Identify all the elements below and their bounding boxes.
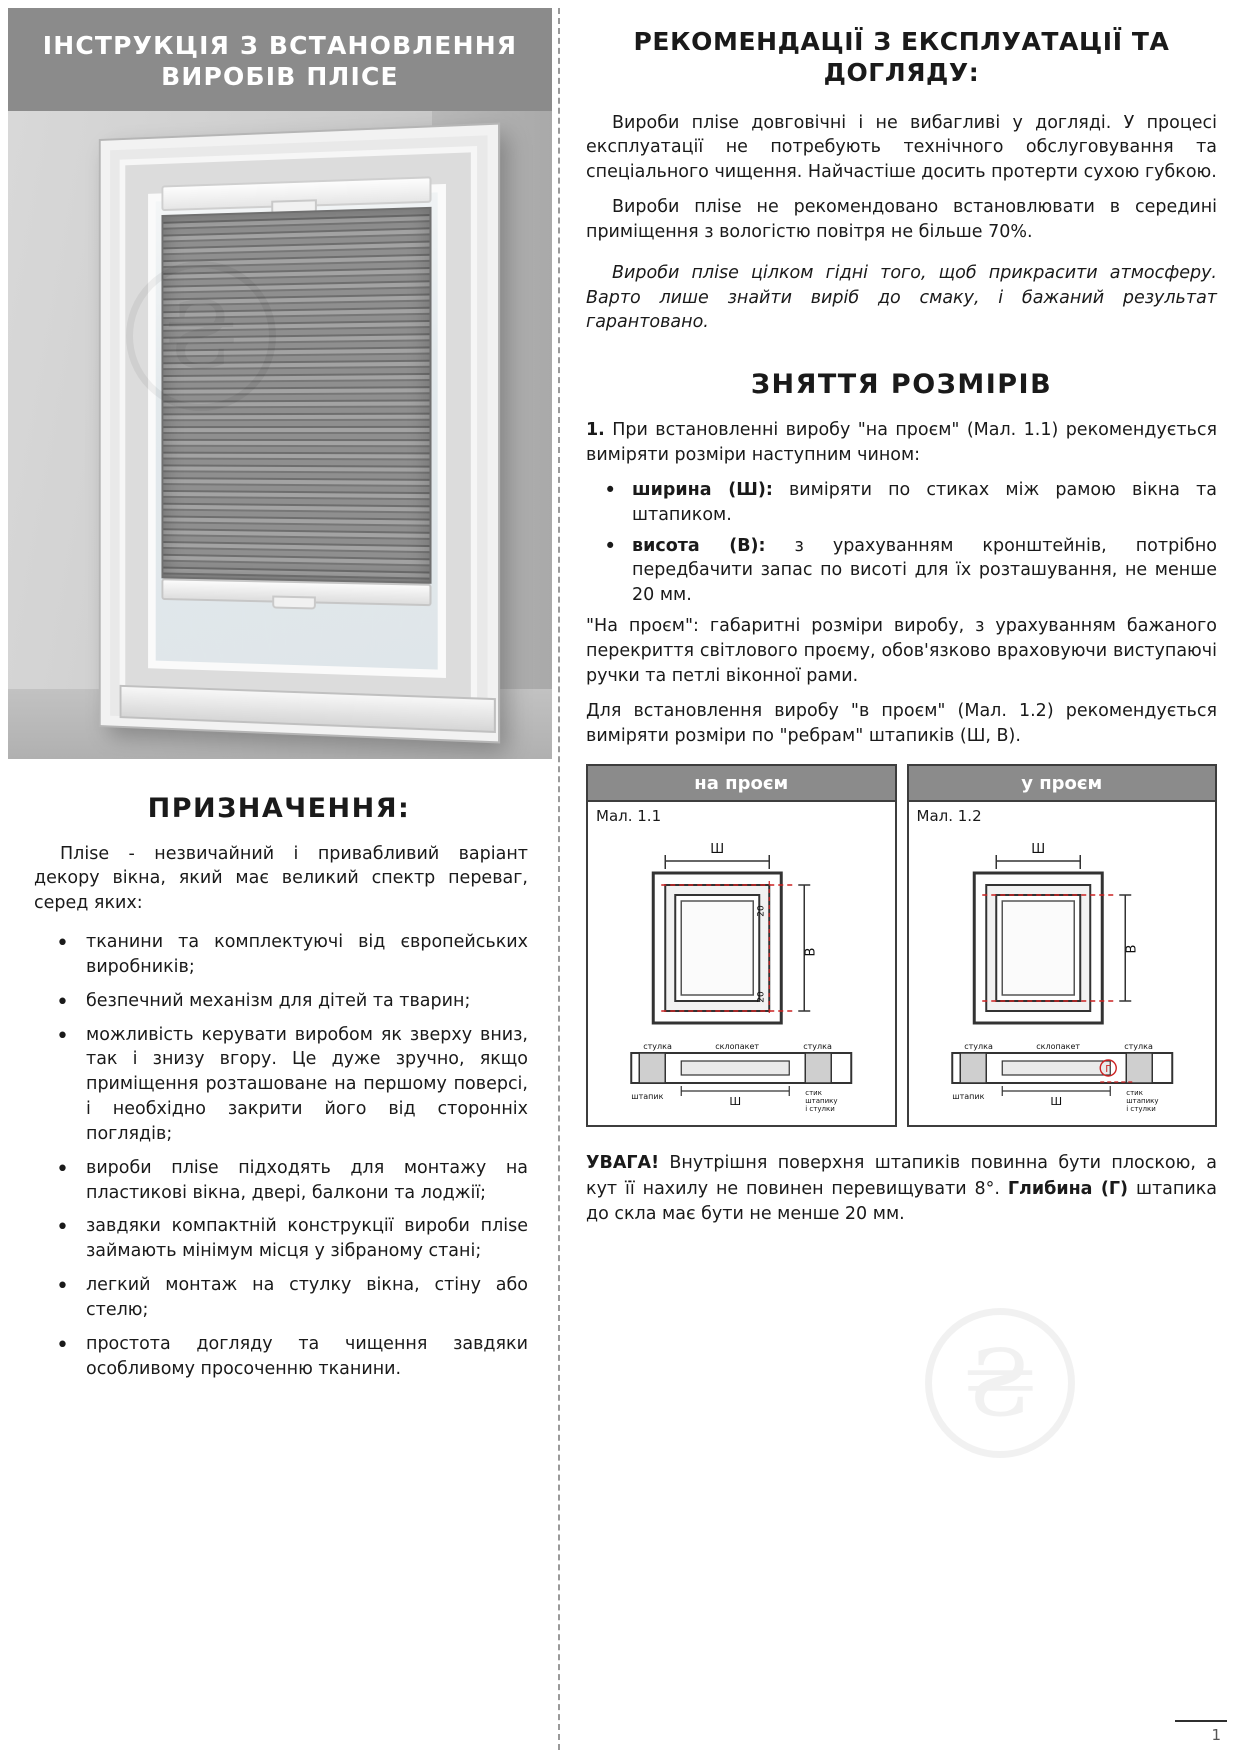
- list-item: [586, 534, 1217, 609]
- measurement-intro-number: 1.: [586, 420, 605, 441]
- figure-1-drawing: [588, 825, 895, 1125]
- measurement-bullet-list: [586, 478, 1217, 608]
- svg-text:Ш: Ш: [729, 1095, 742, 1109]
- measurement-note-1: "На проєм": габаритні розміри виробу, з урахуванням бажаного перекриття світлового проєму, обов'язково враховуючи виступаючі ручки та петлі віконної рами.: [586, 616, 1217, 686]
- list-item: • безпечний механізм для дітей та тварин;: [34, 989, 528, 1014]
- bullet-label-width: ширина (Ш):: [632, 479, 773, 500]
- svg-text:20: 20: [756, 905, 767, 918]
- figure-1-title: на проєм: [588, 766, 895, 802]
- care-heading: РЕКОМЕНДАЦІЇ З ЕКСПЛУАТАЦІЇ ТА ДОГЛЯДУ:: [633, 27, 1170, 88]
- svg-text:Ш: Ш: [1030, 842, 1045, 858]
- window-sash: [148, 183, 446, 677]
- measurement-note-2: Для встановлення виробу "в проєм" (Мал. 1.2) рекомендується виміряти розміри по "ребрам" штапиків (Ш, В).: [586, 700, 1217, 746]
- care-paragraph-italic: Вироби пліse цілком гідні того, щоб прикрасити атмосферу. Варто лише знайти виріб до смаку, і бажаний результат гарантовано.: [586, 262, 1217, 333]
- svg-text:і стулки: і стулки: [1125, 1105, 1156, 1114]
- purpose-heading: ПРИЗНАЧЕННЯ:: [147, 792, 411, 824]
- installation-photo: [8, 111, 552, 759]
- svg-text:склопакет: склопакет: [1035, 1042, 1080, 1052]
- list-item: • завдяки компактній конструкції вироби пліse займають мінімум місця у зібраному стані;: [34, 1214, 528, 1264]
- list-item: • тканини та комплектуючі від європейських виробників;: [34, 930, 528, 980]
- figure-2-drawing: [909, 825, 1216, 1125]
- figure-1-label: Мал. 1.1: [596, 807, 662, 826]
- warning-bold-depth: Глибина (Г): [1007, 1178, 1129, 1199]
- figure-u-proem: [907, 764, 1218, 1127]
- svg-text:Ш: Ш: [710, 842, 725, 858]
- list-item: • простота догляду та чищення завдяки особливому просоченню тканини.: [34, 1332, 528, 1382]
- purpose-intro-text: Пліse - незвичайний і привабливий варіант декору вікна, який має великий спектр переваг, серед яких:: [34, 843, 528, 914]
- figure-1-canvas: [588, 825, 895, 1125]
- warning-note: [586, 1151, 1217, 1227]
- figure-2-title: у проєм: [909, 766, 1216, 802]
- warning-text-2: штапика до скла має бути не менше 20 мм.: [586, 1178, 1217, 1225]
- window-sill: [120, 684, 496, 732]
- svg-text:склопакет: склопакет: [715, 1042, 760, 1052]
- measurement-heading: ЗНЯТТЯ РОЗМІРІВ: [750, 369, 1053, 401]
- figure-table: [586, 764, 1217, 1127]
- care-paragraph-2: Вироби пліse не рекомендовано встановлювати в середині приміщення з вологістю повітря не більше 70%.: [586, 197, 1217, 242]
- svg-text:В: В: [803, 947, 819, 957]
- svg-text:В: В: [1123, 944, 1139, 954]
- figure-2-canvas: [909, 825, 1216, 1125]
- purpose-intro-block: [0, 842, 558, 917]
- page-rule: [1175, 1720, 1227, 1722]
- warning-label: УВАГА!: [586, 1153, 660, 1174]
- svg-text:стулка: стулка: [1123, 1042, 1153, 1052]
- svg-text:стулка: стулка: [963, 1042, 993, 1052]
- svg-text:Ш: Ш: [1049, 1095, 1062, 1109]
- figure-2-label: Мал. 1.2: [916, 807, 982, 826]
- pleated-fabric: [161, 206, 431, 583]
- bullet-text-height: з урахуванням кронштейнів, потрібно передбачити запас по висоті для їх розташування, не менше 20 мм.: [632, 535, 1217, 606]
- page-number: 1: [1211, 1726, 1221, 1744]
- svg-text:20: 20: [756, 991, 767, 1004]
- left-column: [0, 0, 558, 1758]
- window-frame: [101, 124, 498, 741]
- svg-text:стулка: стулка: [803, 1042, 832, 1052]
- watermark-icon: ₴: [925, 1308, 1075, 1458]
- svg-text:і стулки: і стулки: [805, 1105, 835, 1114]
- purpose-bullet-list: [0, 930, 558, 1382]
- care-paragraph-1: Вироби пліse довговічні і не вибагливі у догляді. У процесі експлуатації не потребують технічного обслуговування та спеціального чищення. Найчастіше досить протерти сухою губкою.: [586, 112, 1217, 183]
- measurement-intro: [586, 418, 1217, 468]
- svg-text:стулка: стулка: [643, 1042, 672, 1052]
- window-reveal: [120, 146, 478, 720]
- left-header-title: ІНСТРУКЦІЯ З ВСТАНОВЛЕННЯ ВИРОБІВ ПЛІСЕ: [8, 8, 552, 111]
- svg-text:штапику: штапику: [1125, 1097, 1159, 1106]
- svg-text:стик: стик: [1125, 1089, 1143, 1098]
- svg-text:штапик: штапик: [951, 1092, 984, 1102]
- list-item: • можливість керувати виробом як зверху вниз, так і знизу вгору. Це дуже зручно, якщо приміщення розташоване на першому поверсі, і необхідно закрити його від сторонніх поглядів;: [34, 1023, 528, 1147]
- svg-text:Г: Г: [1104, 1064, 1111, 1076]
- svg-text:стик: стик: [805, 1089, 822, 1098]
- list-item: • легкий монтаж на стулку вікна, стіну або стелю;: [34, 1273, 528, 1323]
- svg-text:штапик: штапик: [631, 1092, 664, 1102]
- measurement-intro-text: При встановленні виробу "на проєм" (Мал. 1.1) рекомендується виміряти розміри наступним чином:: [586, 420, 1217, 466]
- figure-na-proem: [586, 764, 897, 1127]
- right-column: [560, 0, 1245, 1758]
- bullet-text-width: виміряти по стиках між рамою вікна та штапиком.: [632, 479, 1217, 525]
- list-item: • вироби пліse підходять для монтажу на пластикові вікна, двері, балкони та лоджії;: [34, 1156, 528, 1206]
- warning-text-1: Внутрішня поверхня штапиків повинна бути плоскою, а кут її нахилу не повинен перевищувати 8°.: [586, 1153, 1217, 1199]
- list-item: [586, 478, 1217, 528]
- bullet-label-height: висота (В):: [632, 535, 766, 556]
- svg-text:штапику: штапику: [805, 1097, 838, 1106]
